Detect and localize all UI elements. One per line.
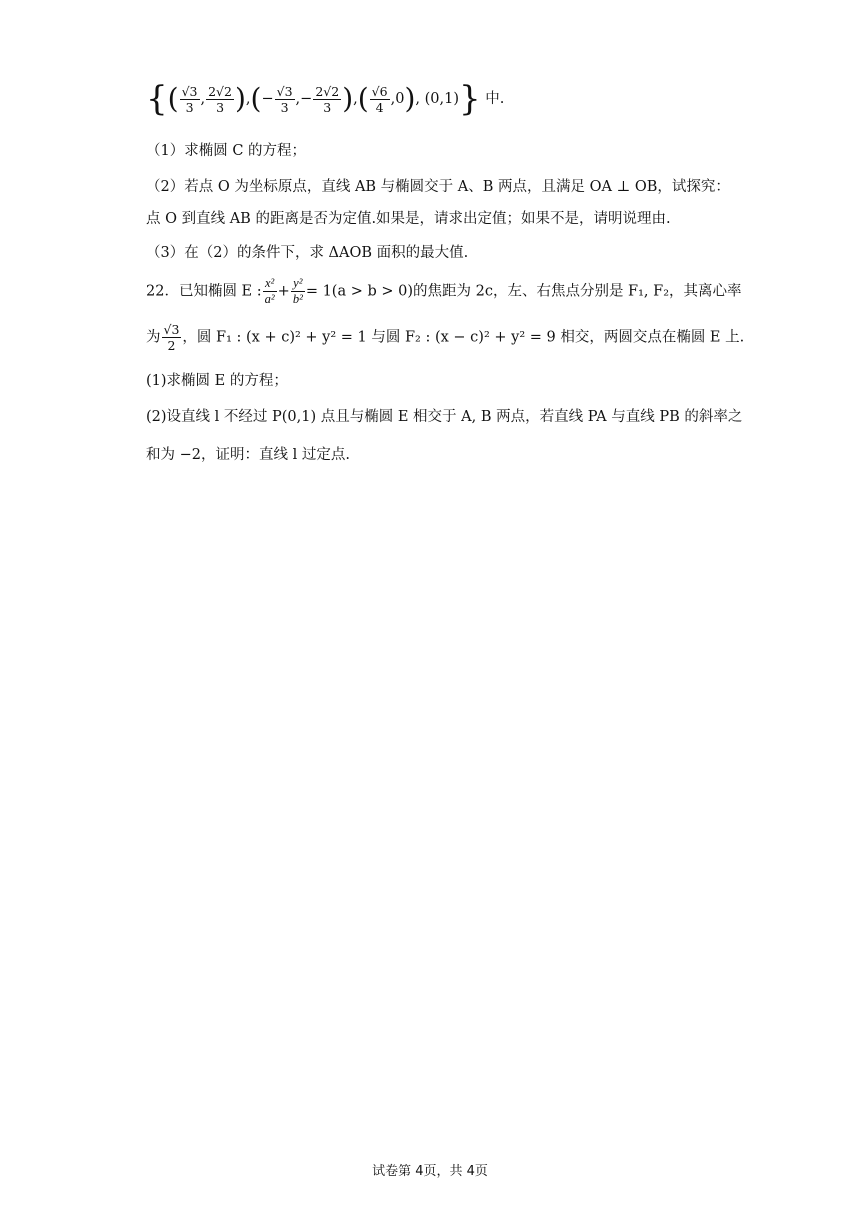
paren-open: (	[357, 82, 369, 115]
q22-intro: 22．已知椭圆 E : $\frac{\text{x²}}{\text{a²}}$ + $\frac{\text{y²}}{\text{b²}}$ = 1(a > b > 0)的焦距为 2c，左、右焦点分别是 F₁, F₂，其离心率	[146, 276, 742, 306]
text: 中.	[485, 91, 505, 107]
q21-part3: （3）在（2）的条件下，求 ΔAOB 面积的最大值.	[146, 245, 469, 261]
text: = 1(a > b > 0)的焦距为 2c，左、右焦点分别是 F₁, F₂，其离心率	[305, 283, 742, 300]
paren-close: )	[234, 82, 246, 115]
q22-line2	[146, 322, 744, 353]
fraction: $\frac{√3}{2}$	[163, 322, 180, 353]
fraction: $\frac{2√2}{3}$	[208, 83, 232, 115]
paren-close: )	[342, 82, 354, 115]
text: ，圆 F₁ : (x + c)² + y² = 1 与圆 F₂ : (x − c)² + y² = 9 相交，两圆交点在椭圆 E 上.	[182, 329, 745, 346]
fraction: $\frac{\text{x²}}{\text{a²}}$	[264, 276, 275, 306]
point-text: (0,1	[424, 91, 454, 107]
set-right-brace: }	[458, 79, 481, 119]
page-footer: 试卷第 4页，共 4页	[372, 1164, 488, 1179]
paren-close: )	[404, 82, 416, 115]
fraction: $\frac{√3}{3}$	[276, 83, 293, 115]
fraction: $\frac{2√2}{3}$	[315, 83, 340, 115]
q22-part1: (1)求椭圆 E 的方程；	[146, 373, 288, 389]
paren-open: (	[167, 82, 179, 115]
point-set-line: {( $\frac{√3}{3}$ , $\frac{2√2}{3}$ ),(− $\frac{√3}{3}$ ,− $\frac{2√2}{3}$ ),( $\frac{√6}{4}$ ,0), (0,1)} 中.	[146, 79, 505, 119]
paren-open: (	[250, 82, 262, 115]
q22-part2-line1: (2)设直线 l 不经过 P(0,1) 点且与椭圆 E 相交于 A, B 两点，若直线 PA 与直线 PB 的斜率之	[146, 409, 743, 425]
set-left-brace: {	[146, 79, 168, 119]
q21-part1: （1）求椭圆 C 的方程；	[146, 143, 307, 159]
text: 0	[395, 91, 405, 107]
fraction: $\frac{√3}{3}$	[181, 83, 198, 115]
q21-part2-line1: （2）若点 O 为坐标原点，直线 AB 与椭圆交于 A、B 两点，且满足 OA ⊥ OB，试探究：	[146, 179, 730, 195]
fraction: $\frac{√6}{4}$	[371, 83, 388, 115]
text: 已知椭圆 E :	[178, 283, 262, 300]
question-number: 22．	[146, 283, 179, 300]
fraction: $\frac{\text{y²}}{\text{b²}}$	[292, 276, 303, 306]
text: 为	[146, 329, 161, 346]
q21-part2-line2: 点 O 到直线 AB 的距离是否为定值.如果是，请求出定值；如果不是，请明说理由.	[146, 211, 671, 227]
q22-part2-line2: 和为 −2，证明：直线 l 过定点.	[146, 447, 350, 463]
